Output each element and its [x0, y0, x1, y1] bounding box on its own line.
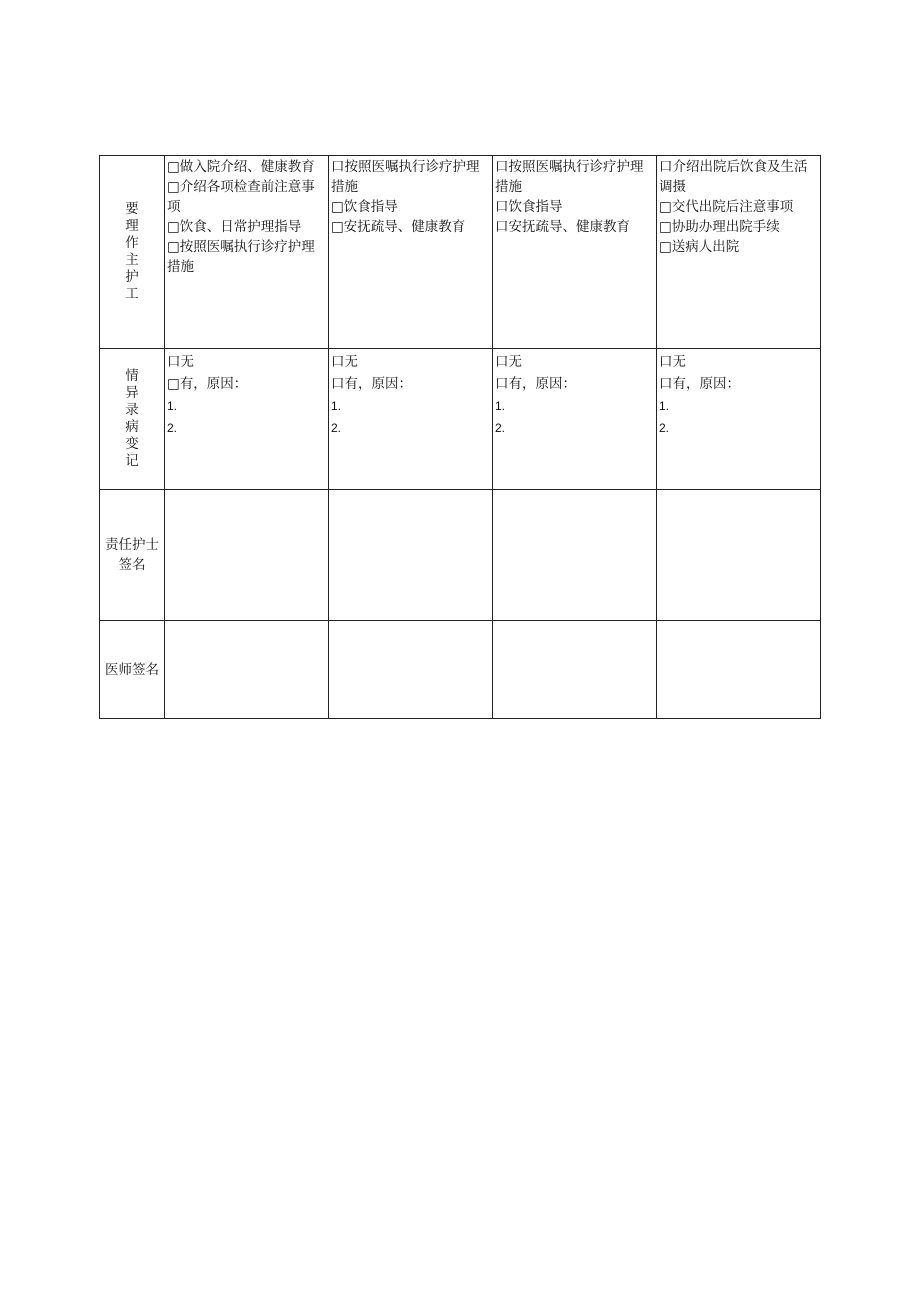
checkbox-item[interactable]: □安抚疏导、健康教育: [331, 219, 466, 235]
nursing-pathway-table: [99, 155, 821, 719]
checkbox-item[interactable]: 口按照医嘱执行诊疗护理措施: [331, 159, 480, 195]
checkbox-item[interactable]: □按照医嘱执行诊疗护理措施: [167, 239, 315, 275]
signature-field[interactable]: [165, 490, 329, 621]
checkbox-yes-reason[interactable]: 口有，原因：: [495, 376, 576, 392]
reason-line-2[interactable]: 2.: [331, 421, 342, 435]
table-cell: [493, 156, 657, 349]
row-label-line-2: 签名: [118, 557, 146, 573]
reason-line-1[interactable]: 1.: [167, 399, 178, 413]
checkbox-item[interactable]: □送病人出院: [659, 239, 740, 255]
signature-field[interactable]: [329, 621, 493, 719]
reason-line-2[interactable]: 2.: [659, 421, 670, 435]
signature-field[interactable]: [657, 490, 821, 621]
checkbox-item[interactable]: □饮食指导: [331, 199, 398, 215]
checkbox-item[interactable]: 口按照医嘱执行诊疗护理措施: [495, 159, 644, 195]
table-cell: [657, 349, 821, 490]
checkbox-none[interactable]: 口无: [495, 354, 522, 370]
signature-field[interactable]: [493, 490, 657, 621]
checkbox-item[interactable]: 口安抚疏导、健康教育: [495, 219, 630, 235]
checkbox-none[interactable]: 口无: [331, 354, 358, 370]
table-cell: [493, 349, 657, 490]
checkbox-yes-reason[interactable]: 口有，原因：: [331, 376, 412, 392]
row-label-main-nursing-work: [100, 156, 165, 349]
reason-line-1[interactable]: 1.: [331, 399, 342, 413]
table-cell: [657, 156, 821, 349]
table-cell: [329, 349, 493, 490]
checkbox-item[interactable]: □饮食、日常护理指导: [167, 219, 302, 235]
checkbox-yes-reason[interactable]: □有，原因：: [167, 376, 248, 392]
row-label-nurse-signature: [100, 490, 165, 621]
checkbox-item[interactable]: 口介绍出院后饮食及生活调摄: [659, 159, 808, 195]
row-label-doctor-signature: [100, 621, 165, 719]
row-label-line-1: 责任护士: [105, 537, 159, 553]
checkbox-item[interactable]: □介绍各项检查前注意事项: [167, 179, 315, 215]
checkbox-none[interactable]: 口无: [659, 354, 686, 370]
reason-line-2[interactable]: 2.: [495, 421, 506, 435]
checkbox-item[interactable]: □交代出院后注意事项: [659, 199, 794, 215]
signature-field[interactable]: [165, 621, 329, 719]
signature-field[interactable]: [329, 490, 493, 621]
table-row: [100, 349, 821, 490]
checkbox-item[interactable]: □做入院介绍、健康教育: [167, 159, 315, 175]
row-label-condition-change: [100, 349, 165, 490]
checkbox-item[interactable]: 口饮食指导: [495, 199, 563, 215]
reason-line-2[interactable]: 2.: [167, 421, 178, 435]
checkbox-yes-reason[interactable]: 口有，原因：: [659, 376, 740, 392]
table-cell: [329, 156, 493, 349]
signature-field[interactable]: [657, 621, 821, 719]
reason-line-1[interactable]: 1.: [495, 399, 506, 413]
checkbox-item[interactable]: □协助办理出院手续: [659, 219, 780, 235]
signature-field[interactable]: [493, 621, 657, 719]
table-row: [100, 621, 821, 719]
row-label-text: 医师签名: [105, 661, 159, 678]
table-cell: [165, 156, 329, 349]
table-cell: [165, 349, 329, 490]
table-row: [100, 490, 821, 621]
row-label-text: 要理作主护工: [125, 200, 139, 302]
row-label-text: 情异录病变记: [125, 367, 139, 469]
checkbox-none[interactable]: 口无: [167, 354, 194, 370]
reason-line-1[interactable]: 1.: [659, 399, 670, 413]
table-row: [100, 156, 821, 349]
